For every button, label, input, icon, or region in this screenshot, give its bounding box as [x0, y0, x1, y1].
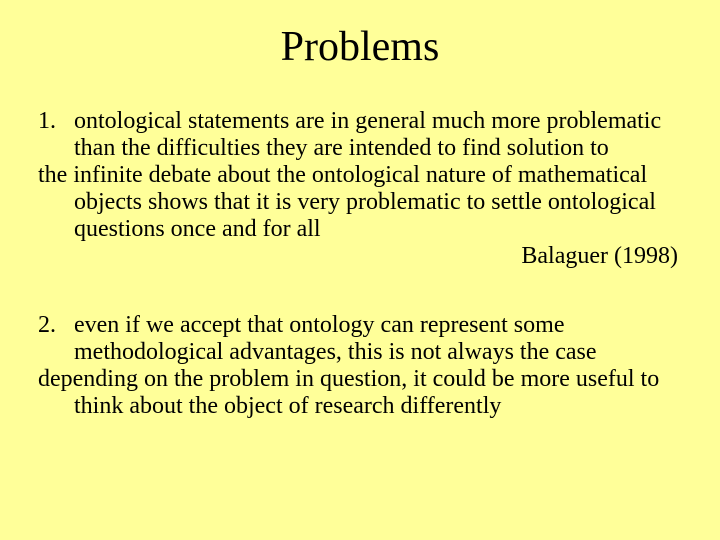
paragraph-1: the infinite debate about the ontological nature of mathematical objects shows that it is very problematic to settle ontological questions once and for all: [38, 162, 656, 242]
spacer: [38, 270, 678, 312]
point-1: [38, 108, 678, 162]
citation: Balaguer (1998): [521, 243, 678, 269]
slide-body: [38, 108, 678, 420]
point-1-number: 1.: [38, 108, 56, 134]
paragraph-2: depending on the problem in question, it could be more useful to think about the object of research differently: [38, 366, 660, 419]
point-2-number: 2.: [38, 312, 56, 338]
slide-title: Problems: [280, 24, 440, 70]
point-1-text: ontological statements are in general much more problematic than the difficulties they are intended to find solution to: [74, 108, 662, 161]
point-2-text: even if we accept that ontology can represent some methodological advantages, this is not always the case: [74, 312, 597, 365]
point-2: [38, 312, 678, 366]
